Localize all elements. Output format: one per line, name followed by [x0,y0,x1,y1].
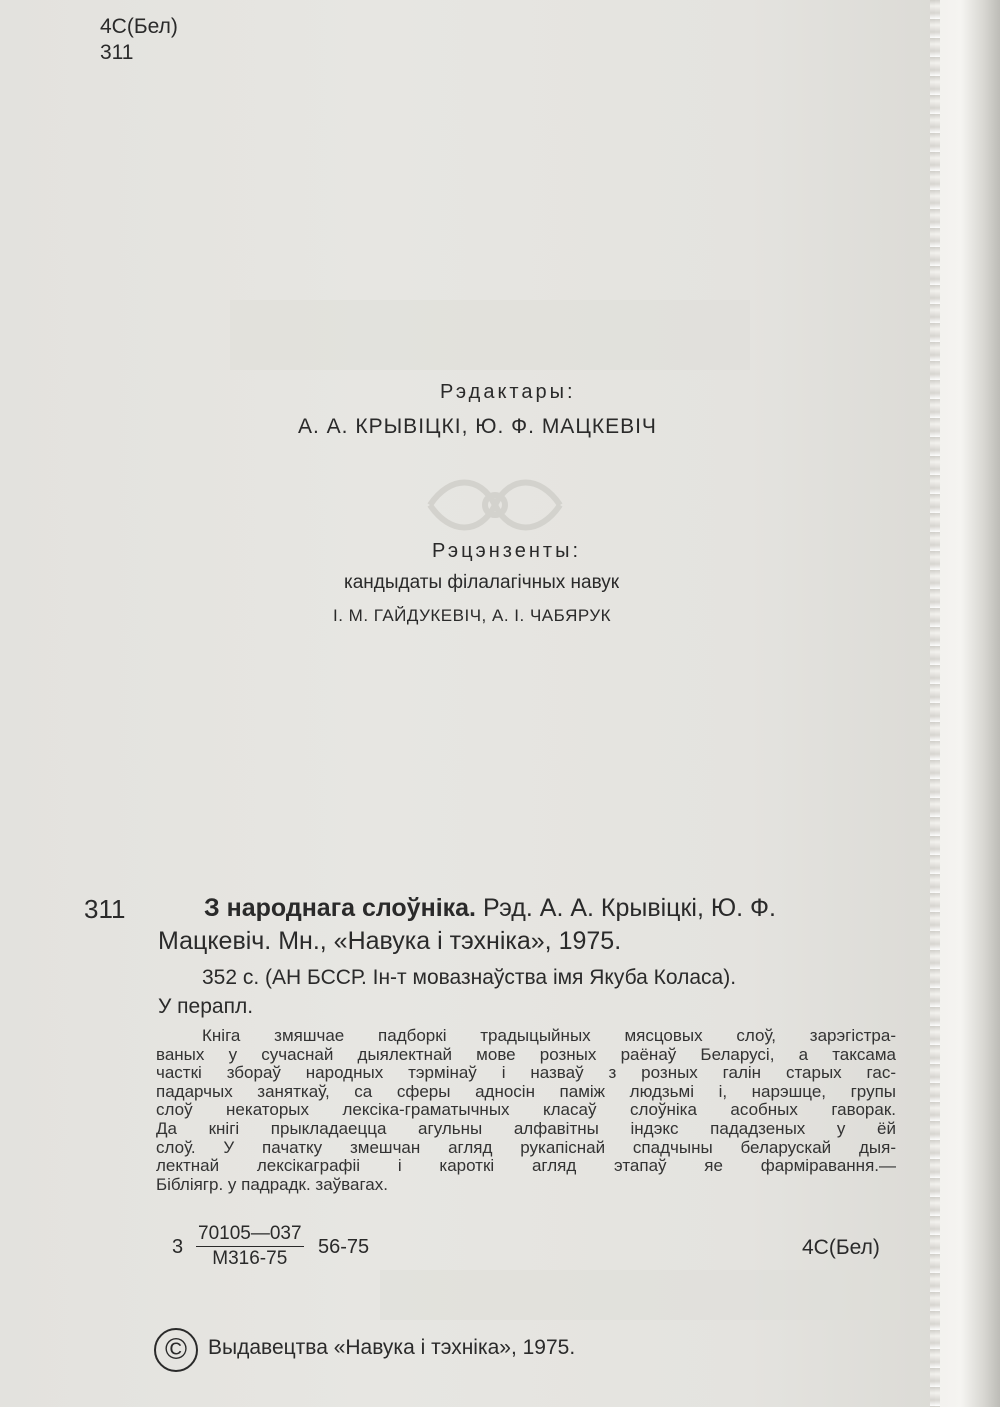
annotation-line: падарчых заняткаў, са сферы адносін паміж людзьмі і, нарэшце, групы [156,1081,896,1101]
annotation-line: Бібліягр. у падрадк. заўвагах. [156,1174,388,1194]
copyright-text: Выдавецтва «Навука і тэхніка», 1975. [208,1336,576,1359]
code-fraction [196,1222,304,1271]
call-number-line1: 4С(Бел) [100,15,178,38]
code-prefix: 3 [172,1236,184,1258]
catalog-title-line [204,894,776,923]
annotation-line: Да кнігі прыкладаецца агульны алфавітны індэкс пададзеных у ёй [156,1118,896,1138]
editors-heading: Рэдактары: [440,381,576,403]
title-line-rest: Рэд. А. А. Крывіцкі, Ю. Ф. [482,894,776,922]
torn-page-edge [930,0,940,1407]
catalog-binding-line: У перапл. [158,995,254,1018]
show-through-ornament [410,470,580,540]
call-number-line2: 311 [100,41,134,64]
reviewers-degree: кандыдаты філалагічных навук [344,572,620,593]
catalog-index: 311 [84,894,126,924]
annotation-line: слоў некаторых лексіка-граматычных класаў слоўніка асобных гаворак. [156,1100,896,1120]
copyright-symbol: © [164,1333,188,1366]
reviewers-heading: Рэцэнзенты: [432,540,582,562]
catalog-publisher-line: Мацкевіч. Мн., «Навука і тэхніка», 1975. [158,927,622,955]
bbk-code: 4С(Бел) [802,1236,880,1259]
annotation-line: ваных у сучаснай дыялектнай мове розных раёнаў Беларусі, а таксама [156,1044,896,1064]
annotation [156,1027,896,1194]
show-through-block-top [230,300,750,370]
catalog-pages-line: 352 с. (АН БССР. Ін-т мовазнаўства імя Якуба Коласа). [202,966,737,989]
annotation-line: Кніга змяшчае падборкі традыцыйных мясцовых слоў, зарэгістра- [202,1026,896,1045]
code-numerator: 70105—037 [196,1222,304,1247]
annotation-line: слоў. У пачатку змешчан агляд рукапіснай спадчыны беларускай дыя- [156,1137,896,1157]
annotation-line: часткі збораў народных тэрмінаў і назваў з розных галін старых гас- [156,1063,896,1083]
book-spine [935,0,1000,1407]
reviewers-names: І. М. ГАЙДУКЕВІЧ, А. І. ЧАБЯРУК [333,606,612,625]
code-denominator: М316-75 [212,1248,288,1269]
annotation-line: лектнай лексікаграфіі і кароткі агляд этапаў яе фарміравання.— [156,1156,896,1176]
editors-names: А. А. КРЫВІЦКІ, Ю. Ф. МАЦКЕВІЧ [298,415,657,438]
code-suffix: 56-75 [318,1236,370,1258]
show-through-block-bottom [380,1270,900,1320]
copyright-icon [154,1328,198,1372]
book-title: З народнага слоўніка. [204,894,476,922]
